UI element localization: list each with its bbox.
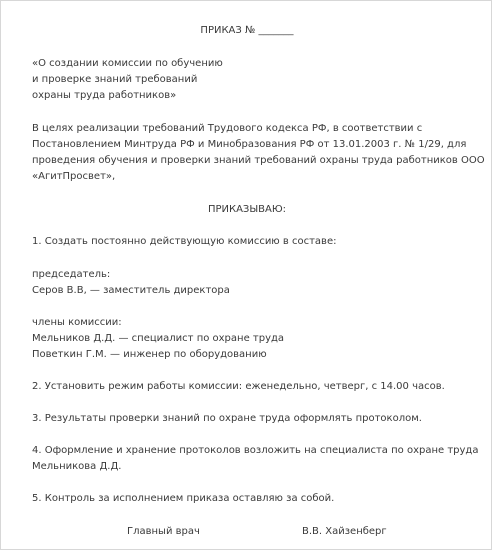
item-4-line-1: 4. Оформление и хранение протоколов возложить на специалиста по охране труда (32, 445, 479, 456)
item-4-line-2: Мельникова Д.Д. (32, 461, 122, 472)
signature-position: Главный врач (127, 526, 200, 537)
preamble-line-1: В целях реализации требований Трудового кодекса РФ, в соответствии с (32, 123, 423, 134)
preamble-line-2: Постановлением Минтруда РФ и Минобразования РФ от 13.01.2003 г. № 1/29, для (32, 139, 467, 150)
item-1: 1. Создать постоянно действующую комиссию в составе: (32, 236, 337, 247)
subject-line-3: охраны труда работников» (32, 90, 177, 101)
member-1: Мельников Д.Д. — специалист по охране труда (32, 333, 285, 344)
document-title: ПРИКАЗ № _______ (200, 25, 294, 36)
subject-line-2: и проверке знаний требований (32, 74, 198, 85)
item-3: 3. Результаты проверки знаний по охране труда оформлять протоколом. (32, 413, 422, 424)
item-5: 5. Контроль за исполнением приказа оставляю за собой. (32, 493, 335, 504)
preamble-line-4: «АгитПросвет», (32, 171, 116, 182)
item-2: 2. Установить режим работы комиссии: еженедельно, четверг, с 14.00 часов. (32, 381, 445, 392)
chairman: Серов В.В, — заместитель директора (32, 285, 230, 296)
subject-line-1: «О создании комиссии по обучению (32, 58, 223, 69)
order-word: ПРИКАЗЫВАЮ: (207, 204, 287, 215)
preamble-line-3: проведения обучения и проверки знаний требований охраны труда работников ООО (32, 155, 485, 166)
chairman-label: председатель: (32, 269, 111, 280)
member-2: Поветкин Г.М. — инженер по оборудованию (32, 349, 267, 360)
members-label: члены комиссии: (32, 317, 122, 328)
signature-name: В.В. Хайзенберг (302, 526, 387, 537)
